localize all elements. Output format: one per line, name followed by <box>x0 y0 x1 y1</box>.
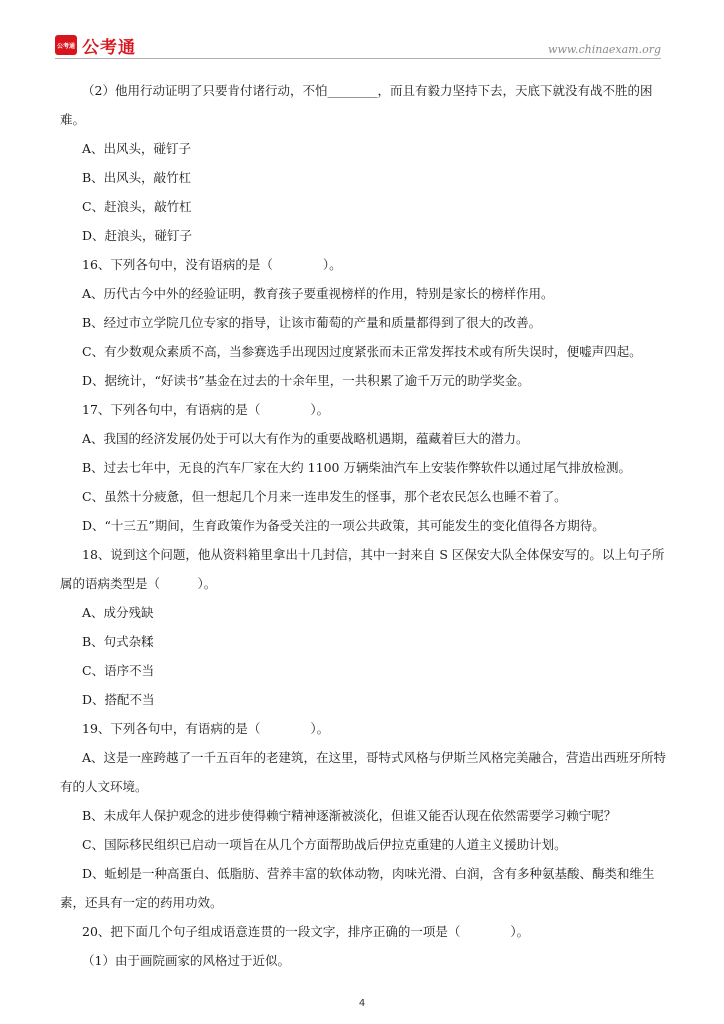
line-23: C、国际移民组织已启动一项旨在从几个方面帮助战后伊拉克重建的人道主义援助计划。 <box>82 837 567 852</box>
header-divider <box>55 58 661 59</box>
line-2: B、出风头，敲竹杠 <box>82 170 192 185</box>
line-11: A、我国的经济发展仍处于可以大有作为的重要战略机遇期，蕴藏着巨大的潜力。 <box>82 431 529 446</box>
line-3: C、赶浪头，敲竹杠 <box>82 199 192 214</box>
line-12: B、过去七年中，无良的汽车厂家在大约 1100 万辆柴油汽车上安装作弊软件以通过尾气排放检测。 <box>82 460 631 475</box>
line-22: B、未成年人保护观念的进步使得赖宁精神逐渐被淡化，但谁又能否认现在依然需要学习赖宁呢？ <box>82 808 617 823</box>
line-24: D、蚯蚓是一种高蛋白、低脂肪、营养丰富的软体动物，肉味光滑、白润，含有多种氨基酸、酶类和维生素，还具有一定的药用功效。 <box>60 866 655 910</box>
logo-text: 公考通 <box>82 37 136 58</box>
site-url[interactable]: www.chinaexam.org <box>548 43 661 56</box>
line-14: D、“十三五”期间，生育政策作为备受关注的一项公共政策，其可能发生的变化值得各方期待。 <box>82 518 605 533</box>
line-21: A、这是一座跨越了一千五百年的老建筑，在这里，哥特式风格与伊斯兰风格完美融合，营造出西班牙所特有的人文环境。 <box>60 750 667 794</box>
line-4: D、赶浪头，碰钉子 <box>82 228 193 243</box>
line-7: B、经过市立学院几位专家的指导，让该市葡萄的产量和质量都得到了很大的改善。 <box>82 315 542 330</box>
page-header <box>0 0 724 70</box>
brand-logo[interactable] <box>55 34 136 56</box>
line-26: （1）由于画院画家的风格过于近似。 <box>82 953 290 968</box>
line-6: A、历代古今中外的经验证明，教育孩子要重视榜样的作用，特别是家长的榜样作用。 <box>82 286 554 301</box>
line-25: 20、把下面几个句子组成语意连贯的一段文字，排序正确的一项是（ ）。 <box>82 924 530 939</box>
logo-badge-icon: 公考通 <box>55 35 77 55</box>
line-15: 18、说到这个问题，他从资料箱里拿出十几封信，其中一封来自 S 区保安大队全体保安写的。以上句子所属的语病类型是（ ）。 <box>60 547 665 591</box>
document-body <box>60 76 672 975</box>
line-0: （2）他用行动证明了只要肯付诸行动，不怕________，而且有毅力坚持下去，天底下就没有战不胜的困难。 <box>60 83 653 127</box>
line-19: D、搭配不当 <box>82 692 155 707</box>
line-5: 16、下列各句中，没有语病的是（ ）。 <box>82 257 342 272</box>
line-13: C、虽然十分疲惫，但一想起几个月来一连串发生的怪事，那个老农民怎么也睡不着了。 <box>82 489 567 504</box>
line-10: 17、下列各句中，有语病的是（ ）。 <box>82 402 330 417</box>
line-8: C、有少数观众素质不高，当参赛选手出现因过度紧张而未正常发挥技术或有所失误时，便嘘声四起。 <box>82 344 642 359</box>
line-16: A、成分残缺 <box>82 605 154 620</box>
line-20: 19、下列各句中，有语病的是（ ）。 <box>82 721 330 736</box>
line-1: A、出风头，碰钉子 <box>82 141 192 156</box>
line-18: C、语序不当 <box>82 663 155 678</box>
line-17: B、句式杂糅 <box>82 634 154 649</box>
page-number: 4 <box>358 998 366 1009</box>
line-9: D、据统计，“好读书”基金在过去的十余年里，一共积累了逾千万元的助学奖金。 <box>82 373 530 388</box>
